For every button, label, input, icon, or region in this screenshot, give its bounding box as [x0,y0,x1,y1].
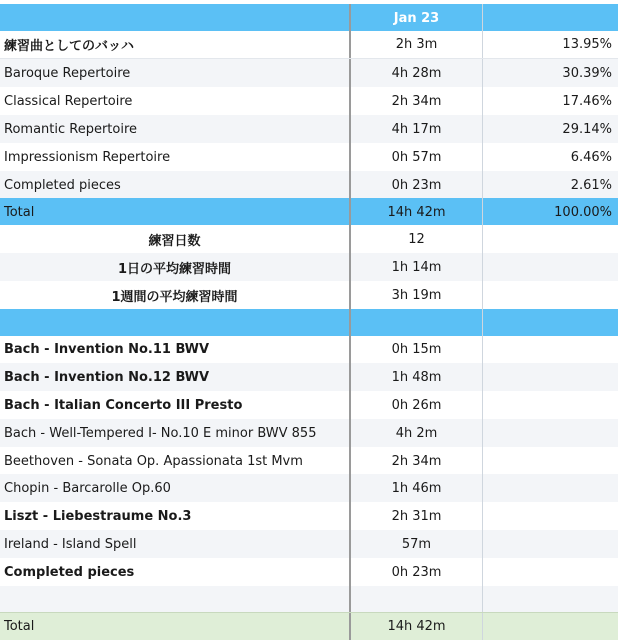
piece-time-cell[interactable]: 0h 26m [351,391,483,419]
piece-row [0,391,618,419]
piece-empty-cell[interactable] [483,336,618,363]
stat-label-cell[interactable]: 1週間の平均練習時間 [0,281,351,309]
stat-row [0,281,618,309]
separator-row [0,309,618,336]
summary-pct-cell[interactable]: 30.39% [562,65,612,81]
total-time-cell[interactable]: 14h 42m [351,198,483,226]
header-date-cell[interactable]: Jan 23 [351,4,483,32]
footer-total-time-cell[interactable]: 14h 42m [351,613,483,640]
summary-time-cell[interactable]: 4h 17m [351,115,483,143]
footer-total-label-cell[interactable]: Total [0,613,351,640]
piece-label-cell[interactable]: Chopin - Barcarolle Op.60 [0,474,351,502]
total-label-cell[interactable]: Total [0,198,351,226]
separator-cell[interactable] [483,309,618,336]
stat-value-cell[interactable]: 3h 19m [351,281,483,309]
stat-label-cell[interactable]: 1日の平均練習時間 [0,253,351,281]
summary-label-cell[interactable]: Impressionism Repertoire [0,143,351,171]
empty-cell[interactable] [483,586,618,612]
total-pct-cell[interactable]: 100.00% [554,204,612,220]
piece-time-cell[interactable]: 57m [351,530,483,558]
stat-empty-cell[interactable] [483,253,618,281]
piece-time-cell[interactable]: 1h 48m [351,363,483,391]
piece-row [0,558,618,586]
stat-label-cell[interactable]: 練習日数 [0,225,351,253]
piece-empty-cell[interactable] [483,447,618,475]
summary-pct-cell[interactable]: 29.14% [562,121,612,137]
summary-row [0,171,618,199]
stat-value-cell[interactable]: 12 [351,225,483,253]
piece-row [0,502,618,530]
stat-empty-cell[interactable] [483,225,618,253]
piece-empty-cell[interactable] [483,530,618,558]
summary-row [0,143,618,171]
piece-label-cell[interactable]: Beethoven - Sonata Op. Apassionata 1st Mvm [0,447,351,475]
summary-time-cell[interactable]: 0h 23m [351,171,483,199]
piece-row [0,530,618,558]
piece-label-cell[interactable]: Ireland - Island Spell [0,530,351,558]
empty-cell[interactable] [351,586,483,612]
summary-pct-cell[interactable]: 2.61% [570,177,612,193]
summary-label-cell[interactable]: 練習曲としてのバッハ [0,31,351,58]
stat-row [0,225,618,253]
total-row [0,198,618,226]
piece-empty-cell[interactable] [483,391,618,419]
summary-pct-cell[interactable]: 13.95% [562,37,612,52]
piece-empty-cell[interactable] [483,474,618,502]
piece-time-cell[interactable]: 0h 23m [351,558,483,586]
empty-cell[interactable] [0,586,351,612]
footer-total-empty-cell[interactable] [483,613,618,640]
piece-label-cell[interactable]: Liszt - Liebestraume No.3 [0,502,351,530]
piece-label-cell[interactable]: Bach - Italian Concerto III Presto [0,391,351,419]
empty-row [0,586,618,612]
piece-time-cell[interactable]: 2h 31m [351,502,483,530]
summary-label-cell[interactable]: Romantic Repertoire [0,115,351,143]
summary-time-cell[interactable]: 4h 28m [351,59,483,87]
summary-label-cell[interactable]: Completed pieces [0,171,351,199]
piece-time-cell[interactable]: 4h 2m [351,419,483,447]
separator-cell[interactable] [351,309,483,336]
piece-empty-cell[interactable] [483,419,618,447]
piece-row [0,336,618,364]
piece-empty-cell[interactable] [483,558,618,586]
header-pct-cell[interactable] [483,4,618,32]
separator-cell[interactable] [0,309,351,336]
piece-label-cell[interactable]: Bach - Invention No.11 BWV [0,336,351,363]
stat-row [0,253,618,281]
summary-row [0,59,618,87]
summary-time-cell[interactable]: 2h 3m [351,31,483,58]
piece-label-cell[interactable]: Completed pieces [0,558,351,586]
piece-row [0,474,618,502]
piece-time-cell[interactable]: 2h 34m [351,447,483,475]
piece-row [0,447,618,475]
piece-empty-cell[interactable] [483,363,618,391]
piece-label-cell[interactable]: Bach - Invention No.12 BWV [0,363,351,391]
summary-row [0,87,618,115]
stat-empty-cell[interactable] [483,281,618,309]
header-row [0,4,618,32]
header-label-cell[interactable] [0,4,351,32]
summary-pct-cell[interactable]: 17.46% [562,93,612,109]
summary-time-cell[interactable]: 2h 34m [351,87,483,115]
summary-pct-cell[interactable]: 6.46% [570,149,612,165]
summary-label-cell[interactable]: Baroque Repertoire [0,59,351,87]
summary-row [0,115,618,143]
piece-time-cell[interactable]: 0h 15m [351,336,483,363]
summary-time-cell[interactable]: 0h 57m [351,143,483,171]
piece-empty-cell[interactable] [483,502,618,530]
piece-row [0,363,618,391]
stat-value-cell[interactable]: 1h 14m [351,253,483,281]
summary-row [0,31,618,59]
summary-label-cell[interactable]: Classical Repertoire [0,87,351,115]
piece-label-cell[interactable]: Bach - Well-Tempered I- No.10 E minor BWV 855 [0,419,351,447]
piece-row [0,419,618,447]
piece-time-cell[interactable]: 1h 46m [351,474,483,502]
footer-total-row [0,612,618,640]
